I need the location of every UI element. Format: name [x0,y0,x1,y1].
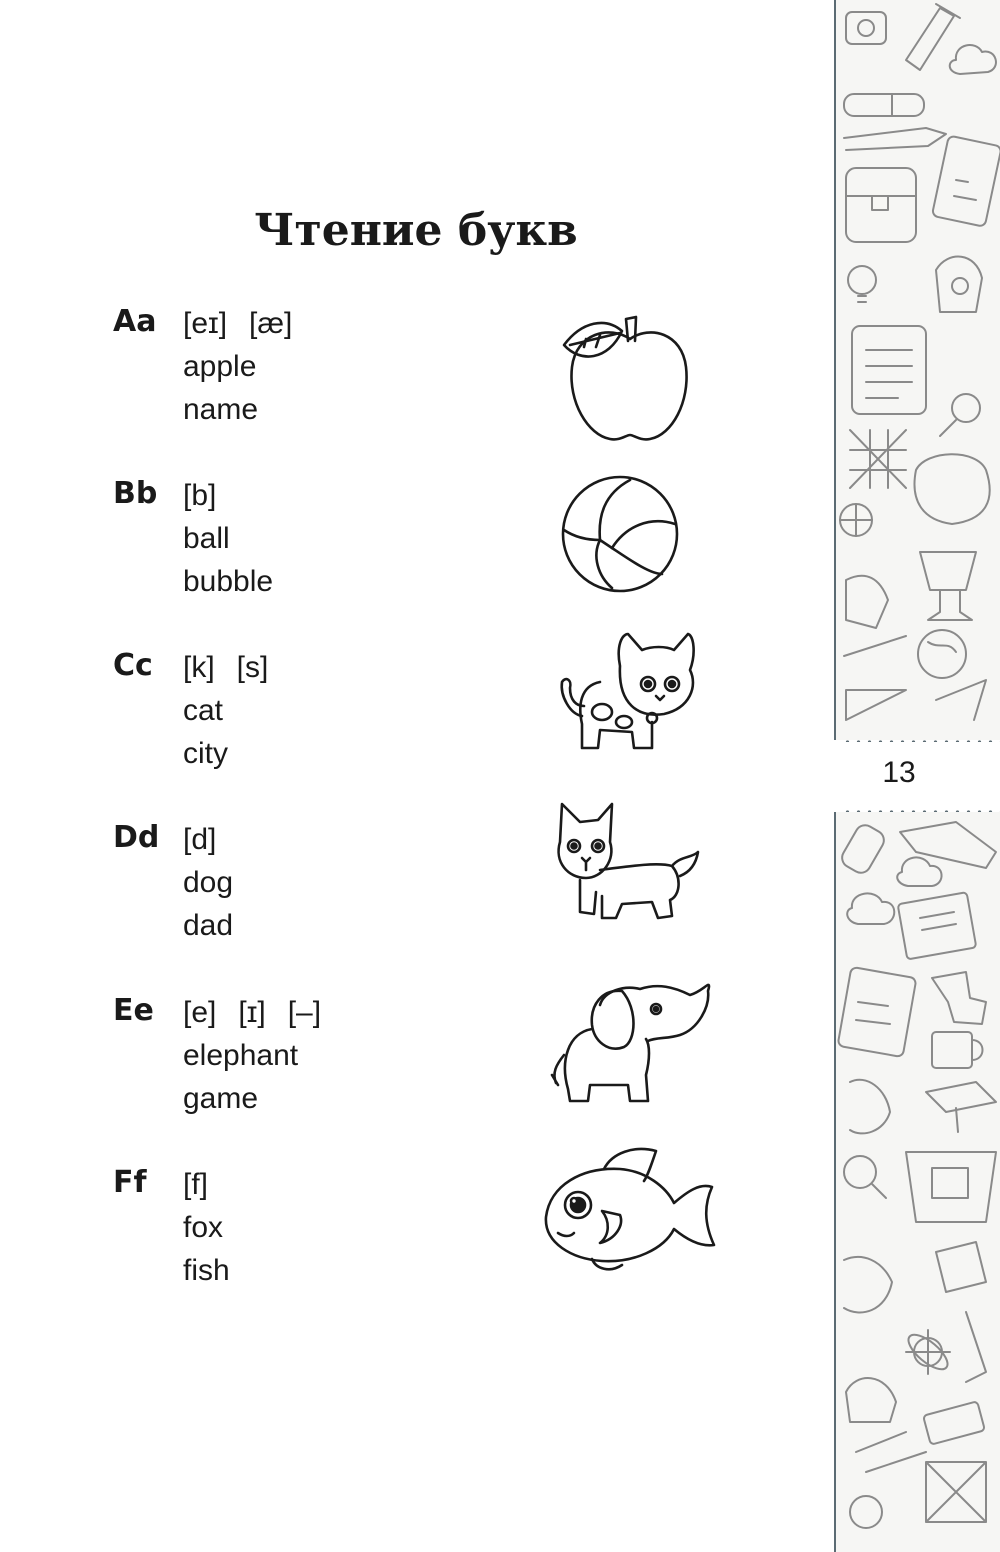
example-word: fox [183,1211,224,1244]
example-word: game [183,1082,259,1115]
apple-icon [540,307,720,447]
example-word: apple [183,350,257,383]
school-doodles-icon [836,812,1000,1552]
letter-label: Bb [113,476,158,511]
sounds [183,302,314,345]
letter-block-a [0,302,820,452]
dotted-divider [842,810,1000,812]
letter-block-b [0,474,820,624]
letter-label: Ee [113,993,154,1028]
sound: [e] [183,996,217,1029]
sounds [183,474,273,517]
example-word: ball [183,522,230,555]
example-word: dad [183,909,234,942]
sound: [–] [287,996,322,1029]
example-word: bubble [183,565,274,598]
example-word: fish [183,1254,230,1287]
sound: [d] [183,823,217,856]
elephant-icon [540,979,720,1119]
letter-block-f [0,1163,820,1313]
sound: [eɪ] [183,307,228,340]
letter-label: Dd [113,820,160,855]
example-word: dog [183,866,234,899]
sound: [æ] [249,307,293,340]
sound: [s] [236,651,269,684]
letter-label: Aa [113,304,157,339]
ball-icon [540,456,720,596]
page-number-area [834,740,1000,812]
sound: [f] [183,1168,209,1201]
example-word: elephant [183,1039,299,1072]
page-number: 13 [882,756,916,789]
letter-block-d [0,818,820,968]
example-word: city [183,737,228,770]
page-title: Чтение букв [254,205,578,256]
sounds [183,646,290,689]
sounds [183,991,343,1034]
letter-label: Cc [113,648,153,683]
cat-icon [540,626,720,766]
sound: [ɪ] [238,996,266,1029]
school-doodles-icon [836,0,1000,740]
example-word: cat [183,694,224,727]
dog-icon [540,796,720,936]
letter-block-e [0,991,820,1141]
sounds [183,1163,230,1206]
sound: [b] [183,479,217,512]
example-word: name [183,393,259,426]
dotted-divider [842,740,1000,742]
letter-label: Ff [113,1165,147,1200]
sound: [k] [183,651,215,684]
letter-block-c [0,646,820,796]
sounds [183,818,238,861]
fish-icon [540,1131,720,1271]
